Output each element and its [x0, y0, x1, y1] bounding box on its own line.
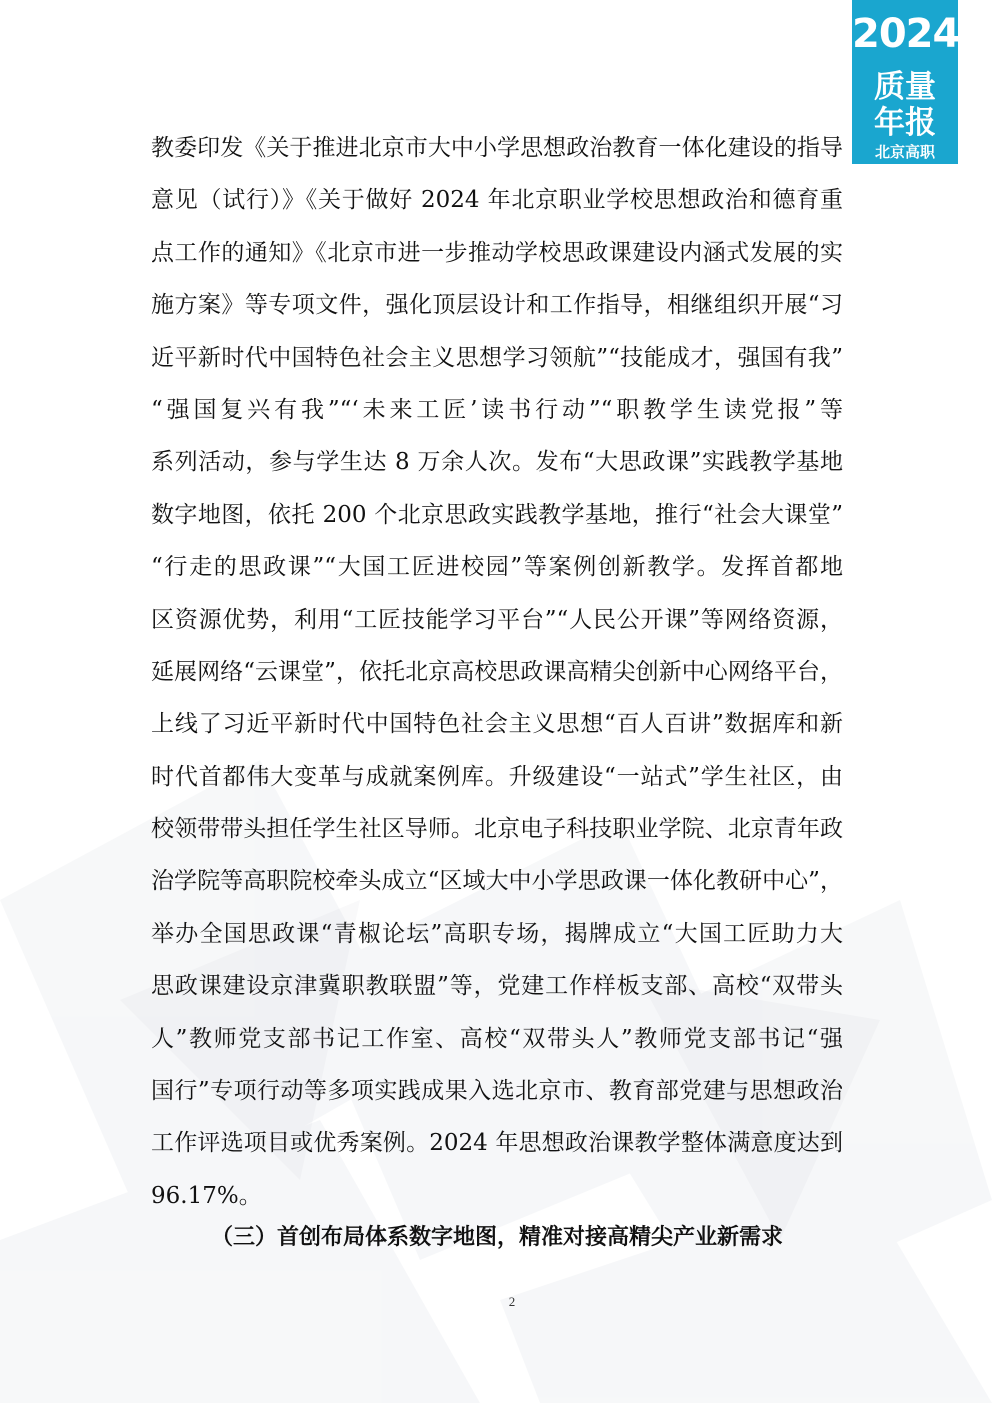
badge-year: 2024: [852, 11, 960, 57]
text-line: 上线了习近平新时代中国特色社会主义思想“百人百讲”数据库和新: [151, 711, 843, 738]
text-line: 点工作的通知》《北京市进一步推动学校思政课建设内涵式发展的实: [151, 239, 843, 266]
text-line: “强国复兴有我”“‘未来工匠’读书行动”“职教学生读党报”等: [151, 396, 843, 423]
text-line: 系列活动，参与学生达 8 万余人次。发布“大思政课”实践教学基地: [151, 449, 843, 476]
report-badge: [852, 0, 958, 164]
text-line: 时代首都伟大变革与成就案例库。升级建设“一站式”学生社区，由: [151, 763, 843, 790]
section-heading: （三）首创布局体系数字地图，精准对接高精尖产业新需求: [210, 1225, 783, 1250]
text-line: 思政课建设京津冀职教联盟”等，党建工作样板支部、高校“双带头: [151, 973, 843, 1000]
text-line: 教委印发《关于推进北京市大中小学思想政治教育一体化建设的指导: [151, 135, 843, 161]
text-line: 工作评选项目或优秀案例。2024 年思想政治课教学整体满意度达到: [151, 1130, 843, 1157]
text-line: 近平新时代中国特色社会主义思想学习领航”“技能成才，强国有我”: [151, 344, 843, 371]
badge-title-line1: 质量: [874, 69, 936, 105]
badge-org: 北京高职: [874, 143, 935, 161]
text-line: “行走的思政课”“大国工匠进校园”等案例创新教学。发挥首都地: [151, 554, 843, 581]
text-line: 数字地图，依托 200 个北京思政实践教学基地，推行“社会大课堂”: [151, 501, 843, 528]
text-line: 96.17%。: [151, 1182, 262, 1209]
page-number: 2: [508, 1294, 516, 1309]
text-line: 举办全国思政课“青椒论坛”高职专场，揭牌成立“大国工匠助力大: [151, 920, 843, 947]
text-line: 治学院等高职院校牵头成立“区域大中小学思政课一体化教研中心”，: [151, 868, 843, 895]
text-line: 区资源优势，利用“工匠技能学习平台”“人民公开课”等网络资源，: [151, 606, 843, 633]
text-line: 施方案》等专项文件，强化顶层设计和工作指导，相继组织开展“习: [151, 292, 843, 319]
text-line: 意见（试行）》《关于做好 2024 年北京职业学校思想政治和德育重: [151, 187, 843, 214]
text-line: 人”教师党支部书记工作室、高校“双带头人”教师党支部书记“强: [151, 1025, 843, 1052]
text-line: 延展网络“云课堂”，依托北京高校思政课高精尖创新中心网络平台，: [151, 658, 843, 685]
text-line: 国行”专项行动等多项实践成果入选北京市、教育部党建与思想政治: [151, 1078, 843, 1105]
body-paragraph: [151, 122, 843, 1222]
text-line: 校领带带头担任学生社区导师。北京电子科技职业学院、北京青年政: [151, 816, 843, 843]
badge-title-line2: 年报: [874, 105, 936, 141]
